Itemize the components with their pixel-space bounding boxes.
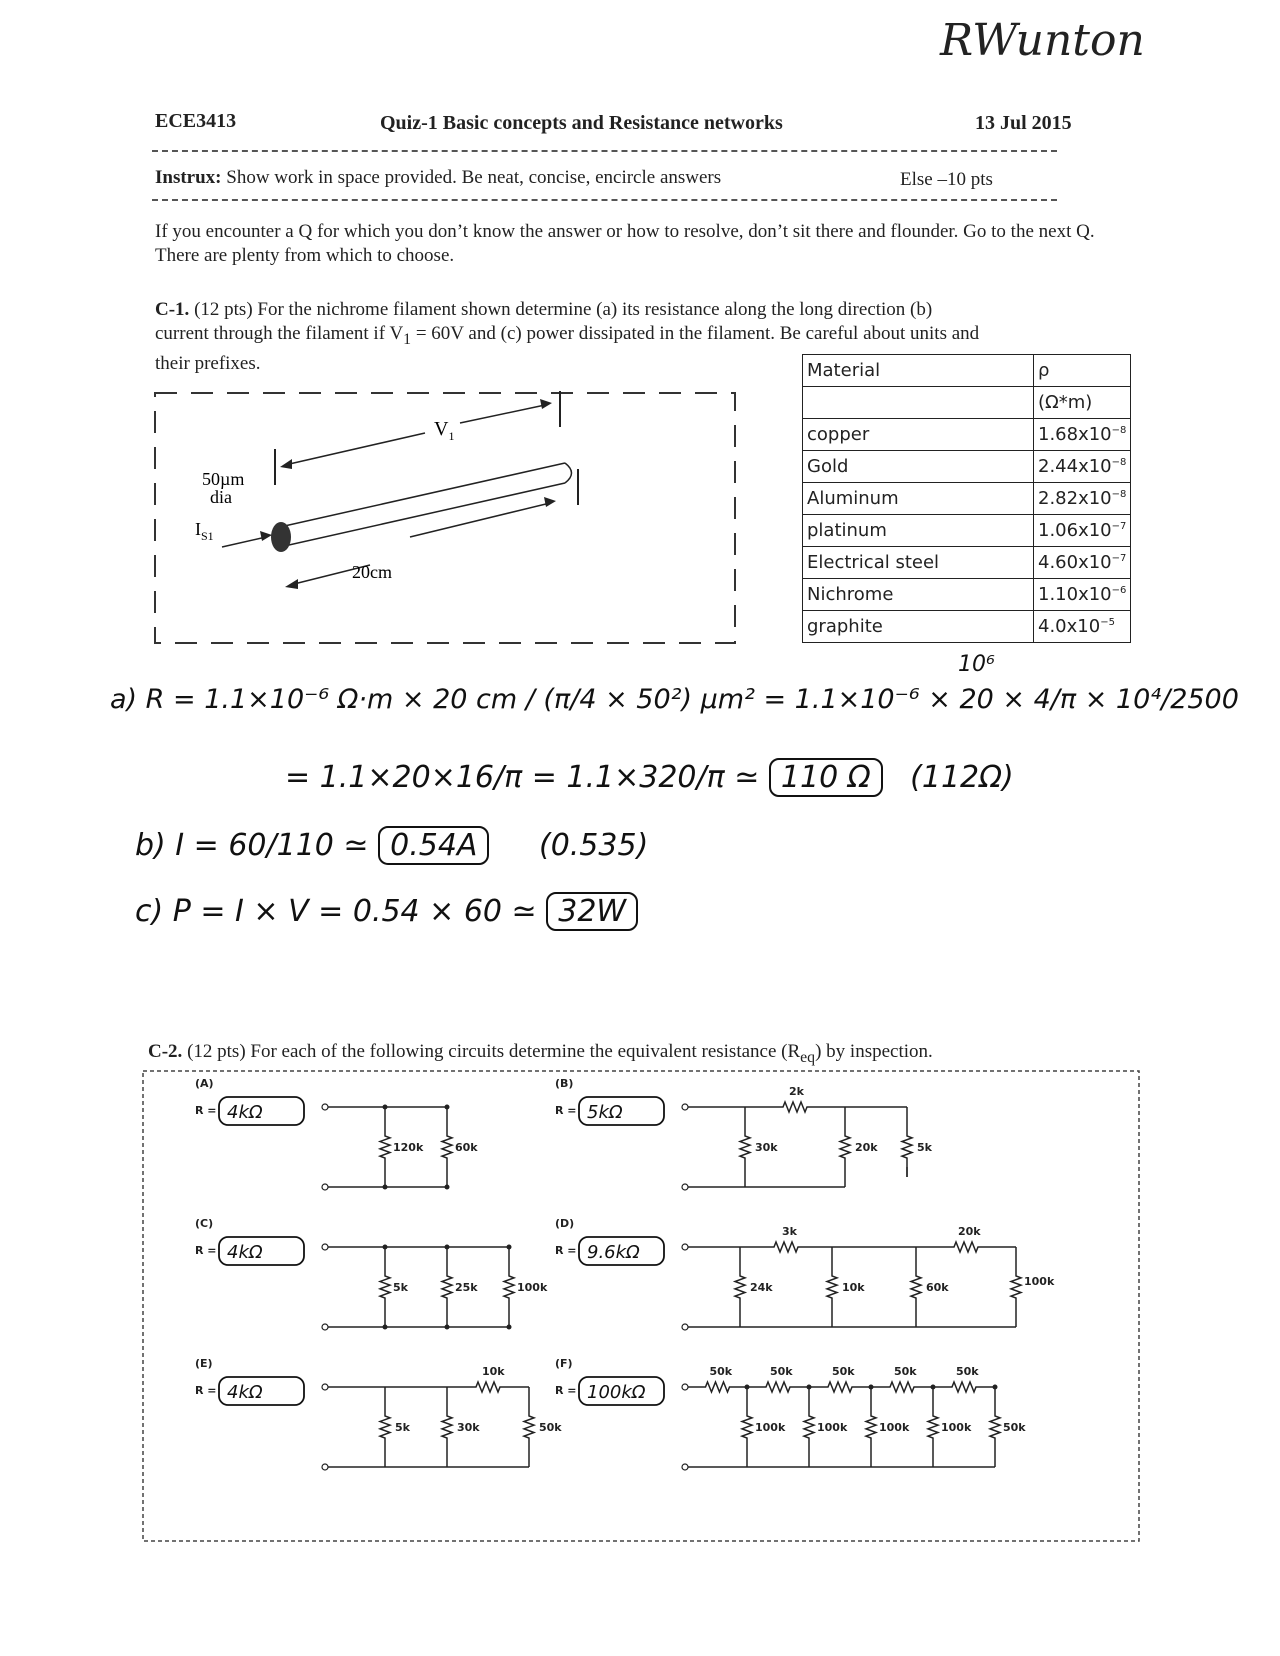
table-unit-row bbox=[803, 387, 1131, 419]
resistor bbox=[911, 1247, 921, 1327]
junction-dot bbox=[993, 1385, 998, 1390]
junction-dot bbox=[383, 1105, 388, 1110]
resistor-label: 120k bbox=[393, 1141, 424, 1154]
length-label: 20cm bbox=[352, 562, 392, 582]
resistor-label: 5k bbox=[393, 1281, 408, 1294]
work-c-text: c) P = I × V = 0.54 × 60 ≃ bbox=[135, 894, 537, 929]
r-label: R = bbox=[195, 1244, 217, 1257]
c1-text-d: their prefixes. bbox=[155, 352, 261, 374]
junction-dot bbox=[383, 1325, 388, 1330]
instrux-text: Show work in space provided. Be neat, concise, encircle answers bbox=[226, 167, 722, 188]
terminal bbox=[322, 1384, 328, 1390]
circuit-b bbox=[555, 1077, 933, 1190]
table-row bbox=[803, 451, 1131, 483]
resistor bbox=[380, 1107, 390, 1187]
material-cell: Nichrome bbox=[803, 579, 1034, 611]
terminal bbox=[322, 1464, 328, 1470]
rho-cell: $1.06x10^{-7}$ bbox=[1034, 515, 1131, 547]
resistor bbox=[442, 1107, 452, 1187]
c2-points: (12 pts) bbox=[187, 1041, 246, 1062]
resistor-label: 2k bbox=[789, 1085, 804, 1098]
resistor-label: 10k bbox=[842, 1281, 865, 1294]
work-c-line bbox=[135, 892, 638, 931]
junction-dot bbox=[445, 1185, 450, 1190]
resistor bbox=[866, 1387, 876, 1467]
material-cell: copper bbox=[803, 419, 1034, 451]
r-label: R = bbox=[195, 1104, 217, 1117]
c1-points: (12 pts) bbox=[194, 299, 253, 320]
course-code: ECE3413 bbox=[155, 110, 237, 132]
answer-c: 32W bbox=[546, 892, 638, 931]
resistor-label: 20k bbox=[855, 1141, 878, 1154]
resistor bbox=[380, 1387, 390, 1467]
resistor bbox=[380, 1247, 390, 1327]
resistor bbox=[804, 1387, 814, 1467]
circuit-label: (B) bbox=[555, 1077, 574, 1090]
resistor-label: 30k bbox=[457, 1421, 480, 1434]
terminal bbox=[682, 1244, 688, 1250]
circuits-root bbox=[195, 1077, 1055, 1470]
circuit-label: (C) bbox=[195, 1217, 214, 1230]
resistor-label: 100k bbox=[817, 1421, 848, 1434]
resistor-label: 5k bbox=[395, 1421, 410, 1434]
table-row bbox=[803, 483, 1131, 515]
answer-b-alt: (0.535) bbox=[538, 828, 649, 863]
resistor bbox=[916, 1242, 1016, 1252]
resistor-label: 24k bbox=[750, 1281, 773, 1294]
circuit-label: (E) bbox=[195, 1357, 213, 1370]
answer-text: 9.6kΩ bbox=[587, 1242, 640, 1263]
col-rho-header: ρ bbox=[1034, 355, 1131, 387]
resistor-label: 3k bbox=[782, 1225, 797, 1238]
circuits-panel bbox=[135, 1065, 1150, 1555]
c1-v-sub: 1 bbox=[403, 330, 412, 348]
c1-text-b: current through the filament if V bbox=[155, 323, 404, 344]
circuit-a bbox=[195, 1077, 478, 1190]
terminal bbox=[682, 1384, 688, 1390]
table-row bbox=[803, 547, 1131, 579]
resistor-label: 100k bbox=[755, 1421, 786, 1434]
resistor bbox=[747, 1382, 809, 1392]
voltage-label: $V_1$ bbox=[434, 418, 455, 443]
diameter-label-1: 50µm bbox=[202, 469, 245, 489]
junction-dot bbox=[445, 1105, 450, 1110]
material-cell: Aluminum bbox=[803, 483, 1034, 515]
material-cell: graphite bbox=[803, 611, 1034, 643]
work-b-line bbox=[135, 826, 648, 865]
resistor bbox=[840, 1107, 850, 1187]
answer-a: 110 Ω bbox=[769, 758, 883, 797]
junction-dot bbox=[507, 1325, 512, 1330]
resistor-label: 10k bbox=[482, 1365, 505, 1378]
circuit-d bbox=[555, 1217, 1055, 1330]
answer-text: 5kΩ bbox=[587, 1102, 623, 1123]
resistor bbox=[742, 1387, 752, 1467]
rho-cell: $4.0x10^{-5}$ bbox=[1034, 611, 1131, 643]
work-a-note: 10⁶ bbox=[958, 652, 995, 677]
circuit-label: (F) bbox=[555, 1357, 573, 1370]
answer-text: 4kΩ bbox=[227, 1382, 263, 1403]
resistor-label: 60k bbox=[926, 1281, 949, 1294]
signature: RWunton bbox=[940, 15, 1145, 66]
rho-cell: $2.82x10^{-8}$ bbox=[1034, 483, 1131, 515]
resistor-label: 50k bbox=[832, 1365, 855, 1378]
resistor-label: 50k bbox=[1003, 1421, 1026, 1434]
resistor bbox=[442, 1247, 452, 1327]
resistor bbox=[933, 1382, 995, 1392]
r-label: R = bbox=[555, 1104, 577, 1117]
material-cell: Gold bbox=[803, 451, 1034, 483]
material-cell: platinum bbox=[803, 515, 1034, 547]
rho-cell: $2.44x10^{-8}$ bbox=[1034, 451, 1131, 483]
r-label: R = bbox=[555, 1244, 577, 1257]
terminal bbox=[682, 1324, 688, 1330]
resistor bbox=[735, 1247, 745, 1327]
answer-text: 100kΩ bbox=[587, 1382, 646, 1403]
resistor bbox=[990, 1387, 1000, 1467]
intro-text: If you encounter a Q for which you don’t know the answer or how to resolve, don’t sit there and flounder. Go to the next Q. There are plenty from which to choose. bbox=[155, 221, 1095, 266]
answer-text: 4kΩ bbox=[227, 1242, 263, 1263]
table-row bbox=[803, 611, 1131, 643]
terminal bbox=[322, 1244, 328, 1250]
resistor bbox=[504, 1247, 514, 1327]
resistor-label: 50k bbox=[956, 1365, 979, 1378]
material-cell: Electrical steel bbox=[803, 547, 1034, 579]
filament-cylinder bbox=[271, 463, 572, 552]
resistor-label: 50k bbox=[709, 1365, 733, 1378]
junction-dot bbox=[507, 1245, 512, 1250]
circuit-e bbox=[195, 1357, 562, 1470]
c2-text: For each of the following circuits determine the equivalent resistance (R bbox=[250, 1041, 801, 1062]
terminal bbox=[682, 1464, 688, 1470]
resistor-label: 30k bbox=[755, 1141, 778, 1154]
resistor bbox=[524, 1387, 534, 1467]
terminal bbox=[322, 1184, 328, 1190]
junction-dot bbox=[445, 1245, 450, 1250]
resistor bbox=[447, 1382, 529, 1392]
filament-figure bbox=[140, 385, 760, 655]
quiz-date: 13 Jul 2015 bbox=[975, 112, 1072, 134]
resistor-label: 25k bbox=[455, 1281, 478, 1294]
c2-label: C-2. bbox=[148, 1041, 183, 1062]
col-rho-unit: (Ω*m) bbox=[1034, 387, 1131, 419]
c2-text-end: ) by inspection. bbox=[815, 1041, 933, 1062]
resistor bbox=[688, 1382, 747, 1392]
resistor bbox=[740, 1107, 750, 1187]
col-material-header: Material bbox=[803, 355, 1034, 387]
resistor-label: 50k bbox=[894, 1365, 917, 1378]
resistor-label: 100k bbox=[517, 1281, 548, 1294]
table-row bbox=[803, 579, 1131, 611]
table-row bbox=[803, 515, 1131, 547]
answer-b: 0.54A bbox=[378, 826, 489, 865]
rho-cell: $4.60x10^{-7}$ bbox=[1034, 547, 1131, 579]
penalty-text: Else –10 pts bbox=[900, 169, 993, 190]
quiz-title: Quiz-1 Basic concepts and Resistance networks bbox=[380, 112, 783, 134]
resistor-label: 50k bbox=[539, 1421, 562, 1434]
junction-dot bbox=[383, 1185, 388, 1190]
resistor bbox=[827, 1247, 837, 1327]
c1-text-a: For the nichrome filament shown determine (a) its resistance along the long direction (b) bbox=[257, 299, 933, 320]
c1-label: C-1. bbox=[155, 299, 190, 320]
work-a-line1: a) R = 1.1×10⁻⁶ Ω·m × 20 cm / (π/4 × 50²) µm² = 1.1×10⁻⁶ × 20 × 4/π × 10⁴/2500 bbox=[110, 684, 1239, 715]
resistor bbox=[928, 1387, 938, 1467]
resistor bbox=[745, 1102, 845, 1112]
terminal bbox=[682, 1184, 688, 1190]
terminal bbox=[322, 1104, 328, 1110]
resistor bbox=[871, 1382, 933, 1392]
circuit-c bbox=[195, 1217, 548, 1330]
answer-a-alt: (112Ω) bbox=[910, 760, 1014, 795]
resistor-label: 100k bbox=[1024, 1275, 1055, 1288]
resistor-label: 100k bbox=[879, 1421, 910, 1434]
work-b-text: b) I = 60/110 ≃ bbox=[135, 828, 369, 863]
resistor bbox=[1011, 1247, 1021, 1327]
header-rule-2 bbox=[152, 199, 1057, 201]
current-label: $I_{S1}$ bbox=[195, 519, 214, 543]
junction-dot bbox=[445, 1325, 450, 1330]
resistor-label: 100k bbox=[941, 1421, 972, 1434]
resistivity-table bbox=[802, 354, 1131, 643]
circuit-f bbox=[555, 1357, 1026, 1470]
terminal bbox=[682, 1104, 688, 1110]
resistor-label: 50k bbox=[770, 1365, 793, 1378]
resistor bbox=[740, 1242, 832, 1252]
work-a-line2-text: = 1.1×20×16/π = 1.1×320/π ≃ bbox=[285, 760, 760, 795]
work-a-line2 bbox=[285, 758, 1014, 797]
junction-dot bbox=[383, 1245, 388, 1250]
diameter-label-2: dia bbox=[210, 487, 232, 507]
rho-cell: $1.10x10^{-6}$ bbox=[1034, 579, 1131, 611]
circuit-label: (A) bbox=[195, 1077, 214, 1090]
empty-cell bbox=[803, 387, 1034, 419]
instrux-label: Instrux: bbox=[155, 167, 222, 188]
resistor bbox=[442, 1387, 452, 1467]
header-rule-1 bbox=[152, 150, 1057, 152]
c2-req-sub: eq bbox=[800, 1048, 816, 1066]
circuit-label: (D) bbox=[555, 1217, 575, 1230]
table-row bbox=[803, 419, 1131, 451]
resistor-label: 20k bbox=[958, 1225, 981, 1238]
resistor bbox=[809, 1382, 871, 1392]
resistor-label: 5k bbox=[917, 1141, 932, 1154]
r-label: R = bbox=[555, 1384, 577, 1397]
answer-text: 4kΩ bbox=[227, 1102, 263, 1123]
table-header-row bbox=[803, 355, 1131, 387]
rho-cell: $1.68x10^{-8}$ bbox=[1034, 419, 1131, 451]
c1-text-c: = 60V and (c) power dissipated in the filament. Be careful about units and bbox=[411, 323, 980, 344]
terminal bbox=[322, 1324, 328, 1330]
resistor-label: 60k bbox=[455, 1141, 478, 1154]
r-label: R = bbox=[195, 1384, 217, 1397]
